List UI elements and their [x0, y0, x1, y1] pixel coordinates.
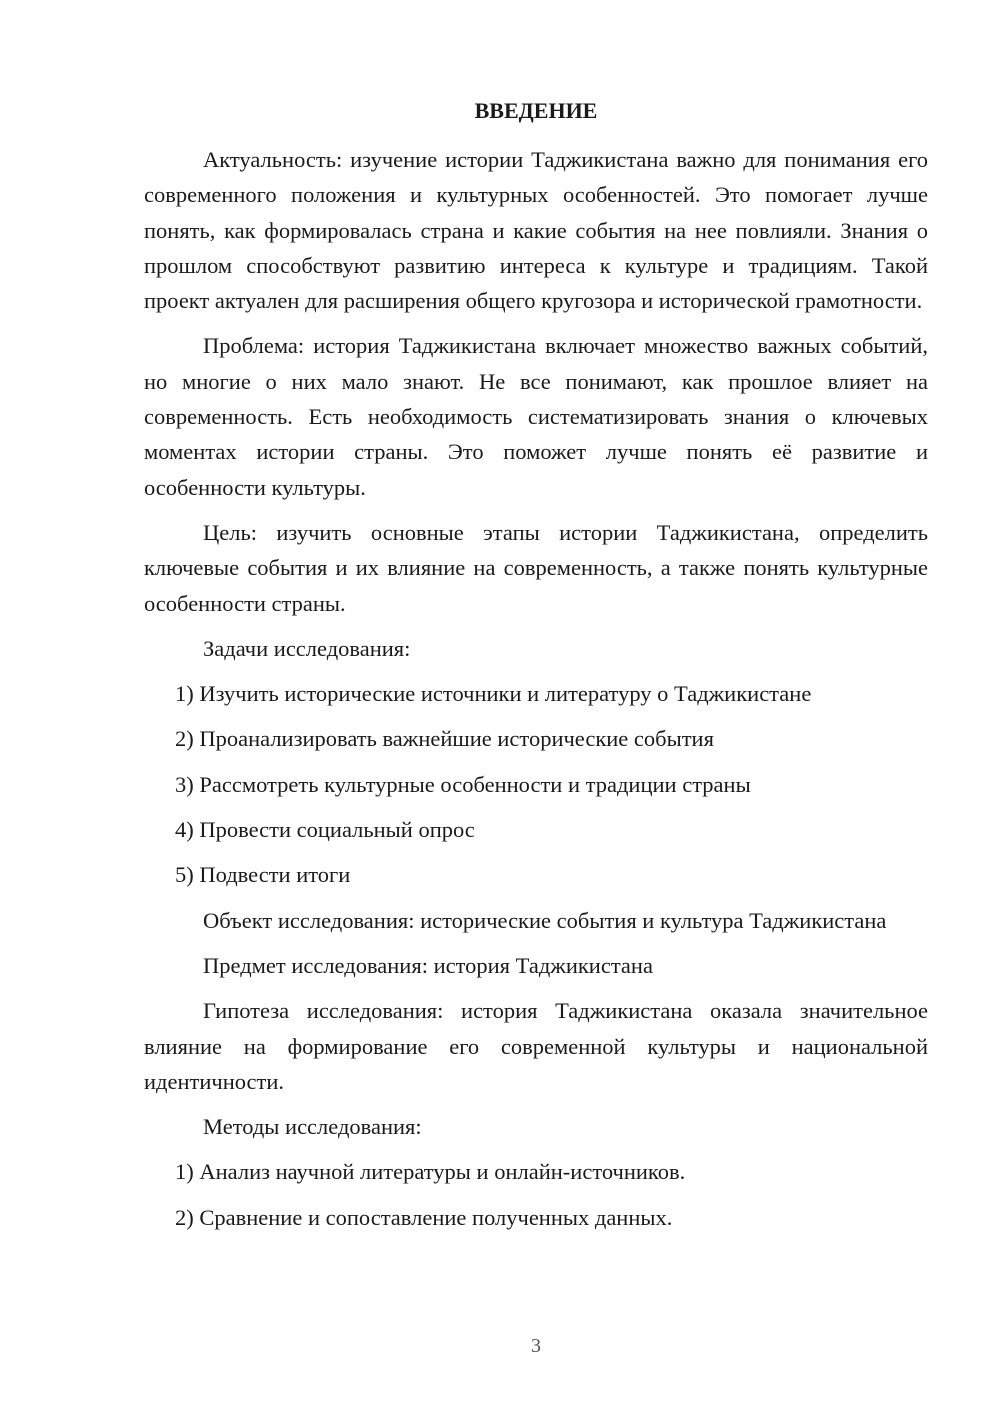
paragraph-goal: Цель: изучить основные этапы истории Таджикистана, определить ключевые события и их влияние на современность, а также понять культурные особенности страны.	[144, 519, 928, 616]
paragraph-hypothesis: Гипотеза исследования: история Таджикистана оказала значительное влияние на формирование его современной культуры и национальной идентичности.	[144, 998, 928, 1094]
tasks-list	[144, 676, 928, 892]
list-item-task-2: 2) Проанализировать важнейшие исторические события	[175, 726, 714, 752]
list-item-task-3: 3) Рассмотреть культурные особенности и традиции страны	[175, 771, 751, 797]
page-title: ВВЕДЕНИЕ	[474, 98, 598, 123]
paragraph-problem: Проблема: история Таджикистана включает множество важных событий, но многие о них мало знают. Не все понимают, как прошлое влияет на современность. Есть необходимость систематизировать знания о ключевых моментах истории страны. Это поможет лучше понять её развитие и особенности культуры.	[144, 333, 928, 500]
paragraph-subject: Предмет исследования: история Таджикистана	[203, 952, 653, 978]
page-number: 3	[531, 1335, 541, 1357]
tasks-heading: Задачи исследования:	[203, 635, 411, 661]
paragraph-object: Объект исследования: исторические события и культура Таджикистана	[203, 907, 887, 933]
document-body	[144, 142, 928, 1245]
methods-list	[144, 1154, 928, 1235]
paragraph-relevance: Актуальность: изучение истории Таджикистана важно для понимания его современного положения и культурных особенностей. Это помогает лучше понять, как формировалась страна и какие события на нее повлияли. Знания о прошлом способствуют развитию интереса к культуре и традициям. Такой проект актуален для расширения общего кругозора и исторической грамотности.	[144, 147, 928, 314]
methods-heading: Методы исследования:	[203, 1114, 422, 1140]
list-item-task-5: 5) Подвести итоги	[175, 862, 351, 888]
list-item-method-1: 1) Анализ научной литературы и онлайн-источников.	[175, 1159, 686, 1185]
list-item-method-2: 2) Сравнение и сопоставление полученных данных.	[175, 1204, 673, 1230]
list-item-task-4: 4) Провести социальный опрос	[175, 817, 475, 843]
list-item-task-1: 1) Изучить исторические источники и литературу о Таджикистане	[175, 681, 812, 707]
